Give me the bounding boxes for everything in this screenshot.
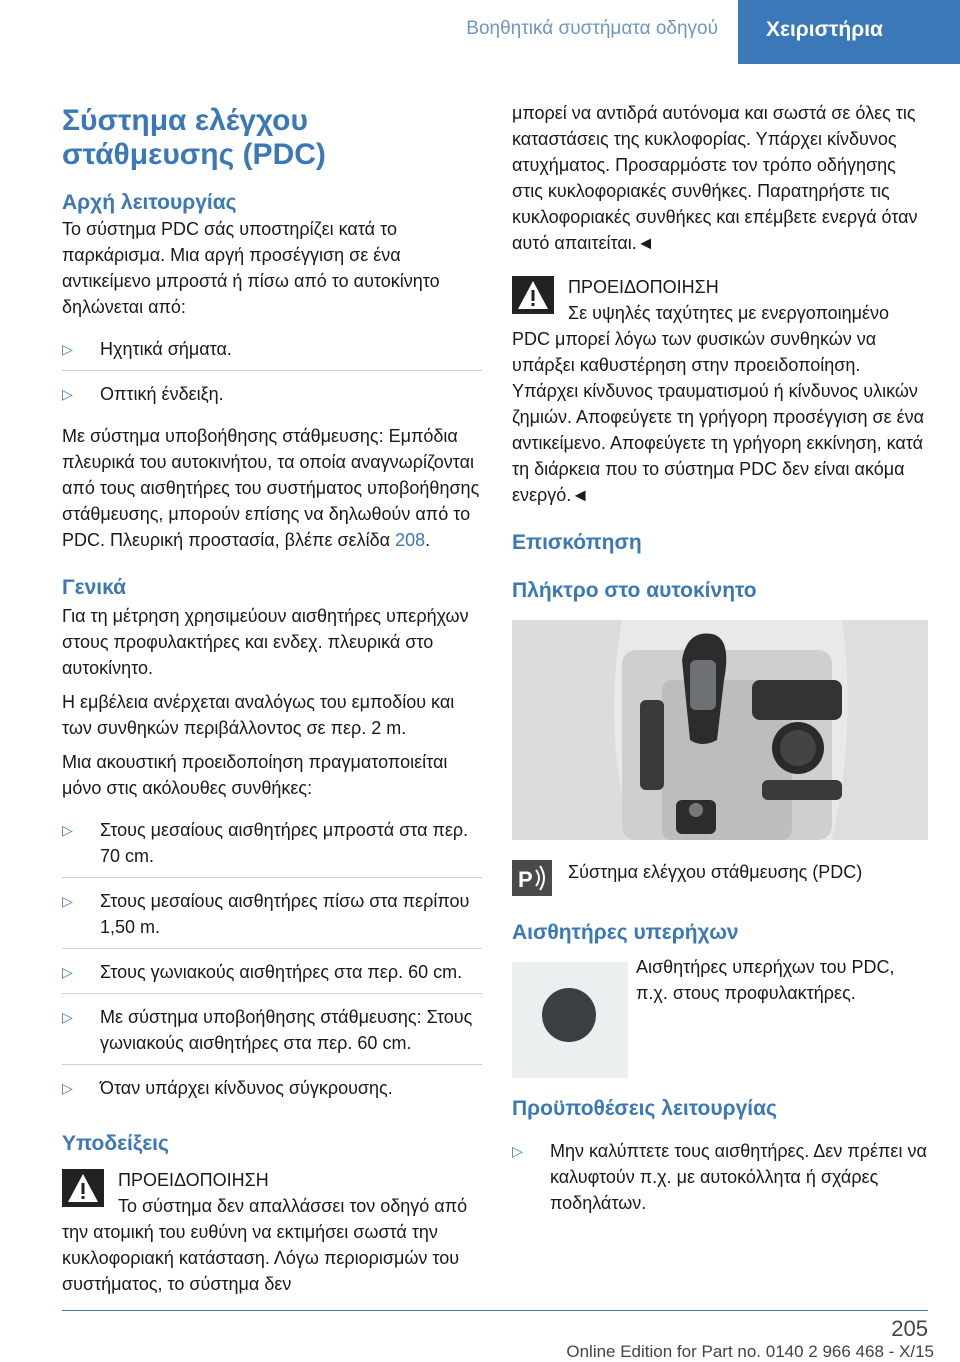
heading-principle: Αρχή λειτουργίας [62, 191, 237, 214]
paragraph-assist: Με σύστημα υποβοήθησης στάθμευσης: Εμπόδια πλευρικά του αυτοκινήτου, τα οποία αναγνωρίζονται από τους αισθητήρες του συστήματος υποβοήθησης στάθμευσης, μπορούν επίσης να δηλωθούν από το PDC. Πλευρική προστασία, βλέπε σελίδα 208. [62, 426, 480, 550]
list-item: ▷ Οπτική ένδειξη. [62, 371, 482, 415]
header-chapter-tab[interactable]: Χειριστήρια [738, 0, 960, 64]
edition-note: Online Edition for Part no. 0140 2 966 468 - X/15 [566, 1342, 934, 1361]
ultrasonic-sensor-icon [542, 988, 596, 1042]
svg-text:P: P [518, 867, 533, 892]
bullet-list-signals [62, 326, 482, 415]
sensor-photo [512, 962, 628, 1078]
triangle-bullet-icon: ▷ [62, 386, 73, 402]
list-item: ▷ Μην καλύπτετε τους αισθητήρες. Δεν πρέπει να καλυφτούν π.χ. με αυτοκόλλητα ή σχάρες ποδηλάτων. [512, 1128, 928, 1224]
triangle-bullet-icon: ▷ [62, 1080, 73, 1096]
list-item: ▷ Ηχητικά σήματα. [62, 326, 482, 371]
heading-prerequisites: Προϋποθέσεις λειτουργίας [512, 1097, 777, 1120]
bullet-list-prerequisites [512, 1128, 928, 1224]
paragraph-general-1: Για τη μέτρηση χρησιμεύουν αισθητήρες υπερήχων στους προφυλακτήρες και ενδεχ. πλευρικά στο αυτοκίνητο. [62, 606, 469, 678]
heading-sensors: Αισθητήρες υπερήχων [512, 921, 739, 944]
sensor-row [512, 954, 928, 1074]
heading-overview: Επισκόπηση [512, 531, 642, 554]
page-link[interactable]: 208 [395, 530, 426, 550]
page-number: 205 [891, 1316, 928, 1341]
header-section-title: Βοηθητικά συστήματα οδηγού [466, 18, 718, 39]
heading-general: Γενικά [62, 576, 127, 599]
list-item: ▷ Στους μεσαίους αισθητήρες μπροστά στα περ. 70 cm. [62, 807, 482, 878]
triangle-bullet-icon: ▷ [62, 341, 73, 357]
caption-row [512, 858, 928, 898]
page-title: Σύστημα ελέγχου στάθμευσης (PDC) [62, 104, 326, 171]
list-item: ▷ Με σύστημα υποβοήθησης στάθμευσης: Στους γωνιακούς αισθητήρες στα περ. 60 cm. [62, 994, 482, 1065]
warning-label: ΠΡΟΕΙΔΟΠΟΙΗΣΗ [118, 1170, 269, 1190]
warning-box-1 [62, 1167, 482, 1297]
warning-label: ΠΡΟΕΙΔΟΠΟΙΗΣΗ [568, 277, 719, 297]
heading-notes: Υποδείξεις [62, 1132, 169, 1155]
warning-text: Σε υψηλές ταχύτητες με ενεργοποιημένο PDC μπορεί λόγω των φυσικών συνθηκών να υπάρξει καθυστέρηση στην προειδοποίηση. Υπάρχει κίνδυνος τραυματισμού ή κίνδυνος υλικών ζημιών. Αποφεύγετε τη γρήγορη προσέγγιση σε ένα αντικείμενο. Αποφεύγετε τη γρήγορη εκκίνηση, κατά τη διάρκεια που το σύστημα PDC δεν είναι ακόμα ενεργό.◄ [512, 303, 925, 505]
bullet-list-conditions [62, 807, 482, 1109]
left-column [62, 104, 482, 1297]
pdc-button-icon [512, 860, 552, 896]
triangle-bullet-icon: ▷ [62, 1009, 73, 1025]
list-item: ▷ Στους γωνιακούς αισθητήρες στα περ. 60 cm. [62, 949, 482, 994]
triangle-bullet-icon: ▷ [62, 893, 73, 909]
footer-divider [62, 1310, 928, 1311]
warning-triangle-icon [512, 276, 554, 314]
list-item: ▷ Στους μεσαίους αισθητήρες πίσω στα περίπου 1,50 m. [62, 878, 482, 949]
triangle-bullet-icon: ▷ [512, 1143, 523, 1159]
warning-triangle-icon [62, 1169, 104, 1207]
console-photo [512, 620, 928, 840]
paragraph-sensors: Αισθητήρες υπερήχων του PDC, π.χ. στους προφυλακτήρες. [636, 957, 895, 1003]
paragraph-general-3: Μια ακουστική προειδοποίηση πραγματοποιείται μόνο στις ακόλουθες συνθήκες: [62, 752, 448, 798]
triangle-bullet-icon: ▷ [62, 964, 73, 980]
paragraph-general-2: Η εμβέλεια ανέρχεται αναλόγως του εμποδίου και των συνθηκών περιβάλλοντος σε περ. 2 m. [62, 692, 455, 738]
warning-box-2 [512, 274, 928, 508]
triangle-bullet-icon: ▷ [62, 822, 73, 838]
warning-continuation: μπορεί να αντιδρά αυτόνομα και σωστά σε όλες τις καταστάσεις της κυκλοφορίας. Υπάρχει κίνδυνος ατυχήματος. Προσαρμόστε τον τρόπο οδήγησης στις κυκλοφοριακές συνθήκες. Παρατηρήστε τις κυκλοφοριακές συνθήκες και επέμβετε ενεργά όταν αυτό απαιτείται.◄ [512, 103, 918, 253]
warning-text: Το σύστημα δεν απαλλάσσει τον οδηγό από την ατομική του ευθύνη να εκτιμήσει σωστά την κυκλοφοριακή κατάσταση. Λόγω περιορισμών του συστήματος, το σύστημα δεν [62, 1196, 468, 1294]
paragraph-principle: Το σύστημα PDC σάς υποστηρίζει κατά το παρκάρισμα. Μια αργή προσέγγιση σε ένα αντικείμενο μπροστά ή πίσω από το αυτοκίνητο δηλώνεται από: [62, 219, 440, 317]
photo-caption: Σύστημα ελέγχου στάθμευσης (PDC) [568, 862, 863, 882]
heading-button: Πλήκτρο στο αυτοκίνητο [512, 579, 757, 602]
right-column [512, 100, 928, 1232]
list-item: ▷ Όταν υπάρχει κίνδυνος σύγκρουσης. [62, 1065, 482, 1109]
